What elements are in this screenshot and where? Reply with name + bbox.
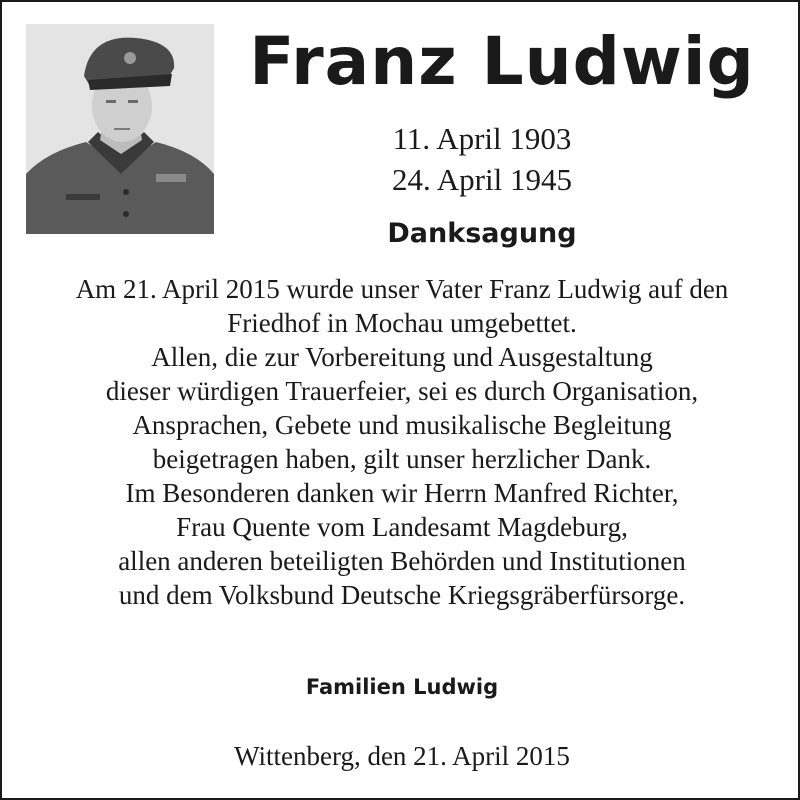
notice-heading: Danksagung bbox=[387, 218, 577, 249]
body-line: und dem Volksbund Deutsche Kriegsgräberfürsorge. bbox=[118, 580, 686, 610]
body-line: Ansprachen, Gebete und musikalische Begleitung bbox=[132, 410, 672, 440]
portrait-photo bbox=[26, 24, 214, 234]
body-line: Im Besonderen danken wir Herrn Manfred Richter, bbox=[125, 478, 679, 508]
deceased-name: Franz Ludwig bbox=[249, 23, 755, 100]
notice-body bbox=[2, 272, 800, 612]
body-line: Frau Quente vom Landesamt Magdeburg, bbox=[176, 512, 628, 542]
birth-date: 11. April 1903 bbox=[392, 121, 572, 156]
portrait-photo-icon bbox=[26, 24, 214, 234]
body-line: Friedhof in Mochau umgebettet. bbox=[227, 308, 577, 338]
place-date: Wittenberg, den 21. April 2015 bbox=[234, 741, 570, 771]
body-line: dieser würdigen Trauerfeier, sei es durch Organisation, bbox=[105, 376, 699, 406]
body-line: Allen, die zur Vorbereitung und Ausgestaltung bbox=[151, 342, 653, 372]
life-dates bbox=[232, 118, 732, 200]
signature: Familien Ludwig bbox=[305, 675, 499, 699]
body-line: allen anderen beteiligten Behörden und Institutionen bbox=[118, 546, 686, 576]
death-date: 24. April 1945 bbox=[392, 162, 572, 197]
body-line: beigetragen haben, gilt unser herzlicher Dank. bbox=[152, 444, 652, 474]
body-line: Am 21. April 2015 wurde unser Vater Franz Ludwig auf den bbox=[75, 274, 729, 304]
